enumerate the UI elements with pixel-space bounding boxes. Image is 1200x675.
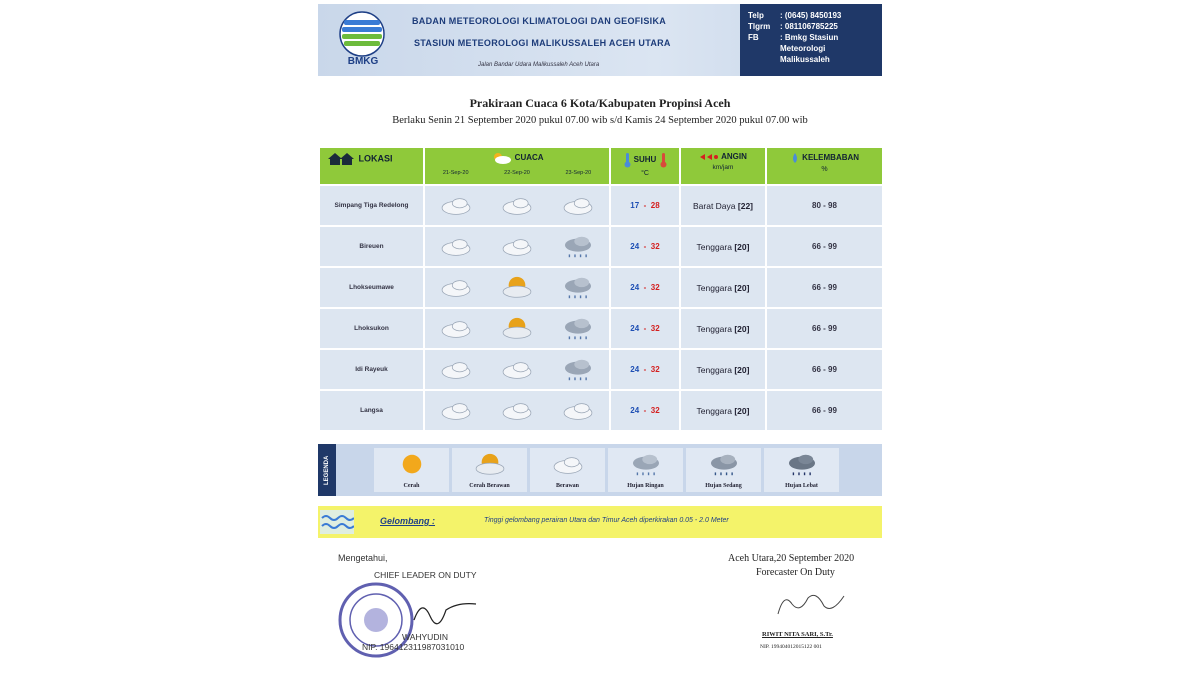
cloud-sun-icon — [490, 152, 512, 164]
berawan-icon — [437, 193, 475, 219]
legend-label: Cerah — [403, 483, 420, 489]
temperature-cell — [611, 391, 679, 430]
wind-speed: [20] — [734, 241, 750, 252]
temp-sep: - — [643, 324, 647, 333]
col-lokasi — [320, 148, 423, 184]
wind-direction: Tenggara — [696, 241, 732, 252]
legend-tag: LEGENDA — [318, 444, 336, 496]
forecast-sheet — [318, 4, 882, 670]
contact-key — [748, 54, 780, 65]
location-cell: Langsa — [320, 391, 423, 430]
humidity-cell: 66 - 99 — [767, 268, 882, 307]
temperature-cell — [611, 268, 679, 307]
contact-value: Meteorologi — [780, 44, 826, 53]
berawan-icon — [437, 357, 475, 383]
cerah-berawan-icon — [470, 452, 510, 478]
hujan-ringan-icon — [559, 316, 597, 342]
temperature-cell — [611, 350, 679, 389]
cerah-berawan-icon — [498, 275, 536, 301]
table-row — [320, 309, 882, 348]
cerah-icon — [392, 452, 432, 478]
berawan-icon — [498, 193, 536, 219]
temp-sep: - — [643, 283, 647, 292]
angin-label: ANGIN — [721, 152, 747, 162]
temp-sep: - — [643, 201, 647, 210]
location-cell: Lhoksukon — [320, 309, 423, 348]
berawan-icon — [437, 234, 475, 260]
location-cell: Lhokseumawe — [320, 268, 423, 307]
wind-cell — [681, 350, 765, 389]
thermometer-icon — [623, 152, 631, 168]
table-row — [320, 391, 882, 430]
temp-max: 32 — [650, 365, 660, 374]
wind-cell — [681, 391, 765, 430]
contact-key — [748, 43, 780, 54]
forecast-dates — [425, 170, 609, 176]
wind-speed: [22] — [737, 200, 754, 211]
letterhead — [318, 4, 882, 76]
wind-direction: Tenggara — [696, 323, 732, 334]
contact-value: : 081106785225 — [780, 22, 838, 31]
temp-min: 24 — [630, 283, 640, 292]
humidity-cell: 66 - 99 — [767, 309, 882, 348]
droplet-icon — [790, 152, 800, 164]
wind-cell — [681, 268, 765, 307]
berawan-icon — [559, 398, 597, 424]
kelembaban-unit: % — [821, 166, 828, 173]
weather-cell — [425, 350, 609, 389]
temp-max: 32 — [650, 242, 660, 251]
right-place-date: Aceh Utara,20 September 2020 — [728, 553, 855, 564]
date-1: 21-Sep-20 — [442, 170, 469, 176]
berawan-icon — [437, 275, 475, 301]
legend-item — [686, 448, 761, 492]
wind-cell — [681, 186, 765, 225]
left-signature-icon — [410, 592, 480, 628]
weather-cell — [425, 227, 609, 266]
right-signer-role: Forecaster On Duty — [756, 567, 835, 578]
contact-row — [748, 54, 874, 65]
temp-min: 24 — [630, 324, 640, 333]
gelombang-label: Gelombang : — [380, 516, 436, 526]
humidity-cell: 66 - 99 — [767, 350, 882, 389]
cerah-berawan-icon — [498, 316, 536, 342]
location-cell: Bireuen — [320, 227, 423, 266]
left-signer-nip: NIP. 196412311987031010 — [362, 642, 465, 652]
contact-row — [748, 32, 874, 43]
weather-cell — [425, 391, 609, 430]
left-signer-name: WAHYUDIN — [402, 632, 448, 642]
hujan-sedang-icon — [704, 452, 744, 478]
col-cuaca — [425, 148, 609, 184]
berawan-icon — [559, 193, 597, 219]
contact-key: Telp — [748, 11, 764, 20]
contact-box — [740, 4, 882, 76]
lokasi-label: LOKASI — [358, 153, 393, 164]
hujan-ringan-icon — [559, 357, 597, 383]
wind-speed: [20] — [734, 405, 750, 416]
berawan-icon — [437, 398, 475, 424]
logo-text: BMKG — [347, 56, 379, 67]
contact-key: Tlgrm — [748, 22, 771, 31]
legend-items — [374, 448, 839, 492]
contact-key: FB — [748, 33, 759, 42]
legend-panel — [318, 444, 882, 496]
hujan-ringan-icon — [559, 275, 597, 301]
humidity-cell: 66 - 99 — [767, 227, 882, 266]
legend-label: Hujan Lebat — [785, 483, 818, 489]
table-row — [320, 227, 882, 266]
col-angin — [681, 148, 765, 184]
humidity-cell: 80 - 98 — [767, 186, 882, 225]
table-row — [320, 186, 882, 225]
weather-cell — [425, 309, 609, 348]
temperature-cell — [611, 227, 679, 266]
right-signer-nip: NIP. 199404012015122 001 — [760, 644, 822, 650]
validity-period: Berlaku Senin 21 September 2020 pukul 07.00 wib s/d Kamis 24 September 2020 pukul 07.00 wib — [392, 115, 808, 126]
wind-direction: Barat Daya — [692, 200, 736, 211]
angin-unit: km/jam — [712, 164, 734, 171]
gelombang-text: Tinggi gelombang perairan Utara dan Timur Aceh diperkirakan 0.05 - 2.0 Meter — [484, 517, 729, 524]
hujan-ringan-icon — [559, 234, 597, 260]
wind-speed: [20] — [734, 282, 750, 293]
page-title: Prakiraan Cuaca 6 Kota/Kabupaten Propinsi Aceh — [469, 96, 731, 110]
kelembaban-label: KELEMBABAN — [802, 153, 860, 163]
legend-label: Hujan Sedang — [705, 483, 742, 489]
left-signer-heading: Mengetahui, — [338, 553, 388, 563]
temp-max: 32 — [650, 406, 660, 415]
hujan-lebat-icon — [782, 452, 822, 478]
right-signer-name: RIWIT NITA SARI, S.Tr. — [762, 631, 833, 638]
house-icon — [326, 152, 356, 166]
contact-value: : (0645) 8450193 — [780, 11, 842, 20]
legend-item — [764, 448, 839, 492]
location-cell: Simpang Tiga Redelong — [320, 186, 423, 225]
left-signer-role: CHIEF LEADER ON DUTY — [374, 570, 477, 580]
hujan-ringan-icon — [626, 452, 666, 478]
org-name-line2: STASIUN METEOROLOGI MALIKUSSALEH ACEH UTARA — [414, 38, 671, 48]
suhu-label: SUHU — [633, 155, 657, 165]
humidity-cell: 66 - 99 — [767, 391, 882, 430]
wind-cell — [681, 309, 765, 348]
forecast-table — [318, 146, 884, 432]
legend-label: Hujan Ringan — [627, 483, 664, 489]
date-2: 22-Sep-20 — [504, 170, 530, 176]
contact-row — [748, 10, 874, 21]
suhu-unit: °C — [641, 170, 649, 177]
wind-direction: Tenggara — [696, 282, 732, 293]
table-row — [320, 268, 882, 307]
legend-item — [374, 448, 449, 492]
legend-item — [452, 448, 527, 492]
berawan-icon — [548, 452, 588, 478]
right-signature-icon — [770, 584, 850, 622]
wind-icon — [699, 152, 719, 162]
wind-speed: [20] — [734, 323, 750, 334]
wind-cell — [681, 227, 765, 266]
contact-row — [748, 43, 874, 54]
temp-min: 24 — [630, 406, 640, 415]
temp-sep: - — [643, 365, 647, 374]
cuaca-label: CUACA — [514, 153, 544, 163]
thermometer-hot-icon — [659, 152, 667, 168]
col-suhu — [611, 148, 679, 184]
wave-icon — [320, 510, 354, 534]
legend-label: Cerah Berawan — [469, 483, 510, 489]
temp-max: 28 — [650, 201, 660, 210]
temp-min: 17 — [630, 201, 640, 210]
berawan-icon — [498, 234, 536, 260]
org-address: Jalan Bandar Udara Malikussaleh Aceh Utara — [478, 62, 600, 68]
legend-item — [608, 448, 683, 492]
contact-value: Malikussaleh — [780, 55, 830, 64]
wind-direction: Tenggara — [696, 364, 732, 375]
wind-speed: [20] — [734, 364, 750, 375]
berawan-icon — [498, 357, 536, 383]
temp-min: 24 — [630, 242, 640, 251]
wind-direction: Tenggara — [696, 405, 732, 416]
berawan-icon — [437, 316, 475, 342]
org-name-line1: BADAN METEOROLOGI KLIMATOLOGI DAN GEOFISIKA — [412, 16, 667, 26]
date-3: 23-Sep-20 — [565, 170, 592, 176]
temp-min: 24 — [630, 365, 640, 374]
table-row — [320, 350, 882, 389]
legend-label: Berawan — [556, 483, 579, 489]
temperature-cell — [611, 186, 679, 225]
temp-max: 32 — [650, 283, 660, 292]
berawan-icon — [498, 398, 536, 424]
contact-row — [748, 21, 874, 32]
legend-item — [530, 448, 605, 492]
wave-info-bar — [318, 506, 882, 538]
temperature-cell — [611, 309, 679, 348]
temp-max: 32 — [650, 324, 660, 333]
weather-cell — [425, 186, 609, 225]
location-cell: Idi Rayeuk — [320, 350, 423, 389]
col-kelembaban — [767, 148, 882, 184]
weather-cell — [425, 268, 609, 307]
temp-sep: - — [643, 406, 647, 415]
table-header-row — [320, 148, 882, 184]
contact-value: : Bmkg Stasiun — [780, 33, 839, 42]
temp-sep: - — [643, 242, 647, 251]
